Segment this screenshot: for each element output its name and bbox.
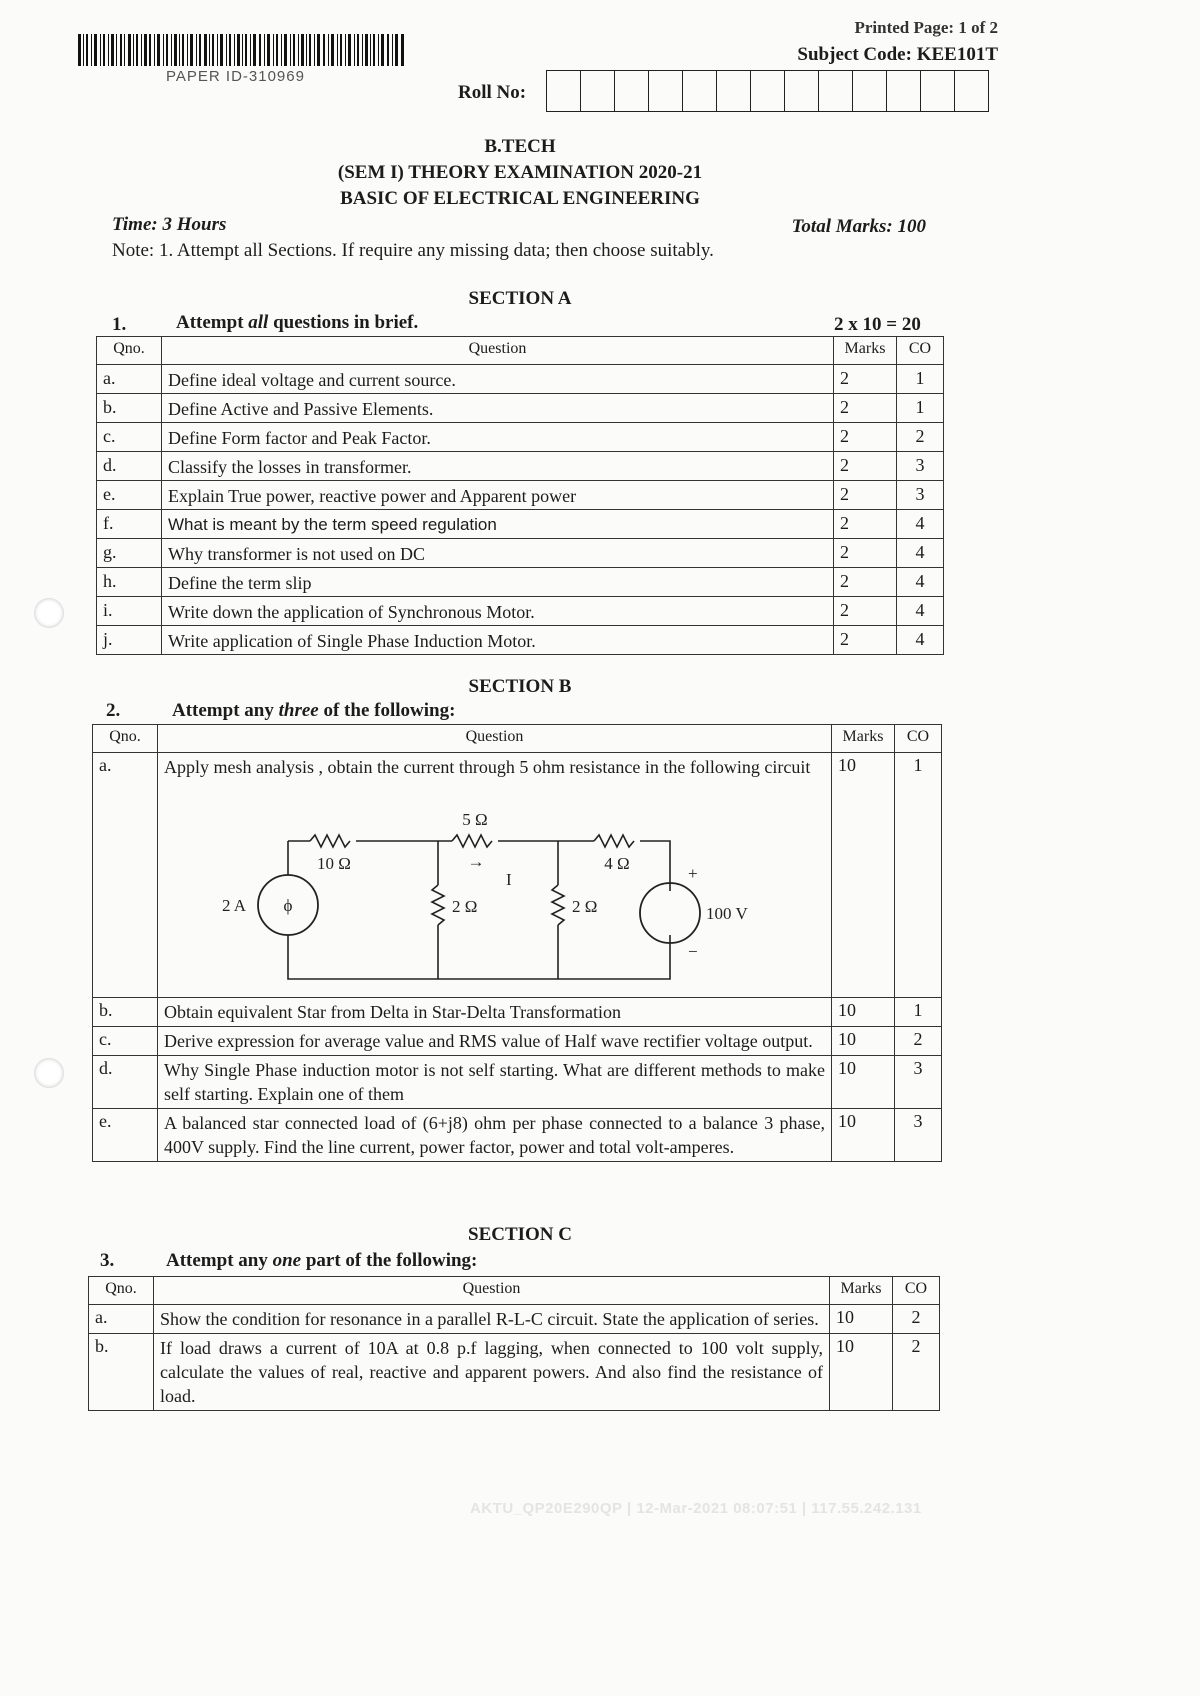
marks: 10 bbox=[832, 1056, 895, 1109]
exam-note: Note: 1. Attempt all Sections. If require any missing data; then choose suitably. bbox=[112, 240, 714, 261]
col-marks: Marks bbox=[834, 337, 897, 365]
co: 4 bbox=[897, 626, 944, 655]
co: 1 bbox=[897, 394, 944, 423]
footer-watermark: AKTU_QP20E290QP | 12-Mar-2021 08:07:51 | 117.55.242.131 bbox=[470, 1500, 922, 1517]
barcode bbox=[78, 34, 404, 66]
question-row bbox=[89, 1334, 940, 1411]
co: 4 bbox=[897, 568, 944, 597]
roll-no-box[interactable] bbox=[853, 71, 887, 111]
question-row bbox=[93, 1056, 942, 1109]
marks: 2 bbox=[834, 539, 897, 568]
roll-no-box[interactable] bbox=[887, 71, 921, 111]
question-text: A balanced star connected load of (6+j8) ohm per phase connected to a balance 3 phase, 400V supply. Find the line current, power factor, power and total volt-amperes. bbox=[158, 1109, 832, 1162]
question-text: Write down the application of Synchronous Motor. bbox=[162, 597, 834, 626]
roll-no-box[interactable] bbox=[751, 71, 785, 111]
qno: f. bbox=[97, 510, 162, 539]
roll-no-box[interactable] bbox=[581, 71, 615, 111]
qno: b. bbox=[93, 998, 158, 1027]
question-text: Show the condition for resonance in a parallel R-L-C circuit. State the application of series. bbox=[154, 1305, 830, 1334]
section-c-number: 3. bbox=[100, 1250, 115, 1271]
marks: 10 bbox=[832, 1027, 895, 1056]
qno: c. bbox=[97, 423, 162, 452]
current-label: I bbox=[506, 870, 512, 889]
qno: e. bbox=[93, 1109, 158, 1162]
question-text-with-circuit bbox=[158, 753, 832, 998]
col-marks: Marks bbox=[830, 1277, 893, 1305]
roll-no-label: Roll No: bbox=[458, 82, 527, 103]
co: 3 bbox=[895, 1056, 942, 1109]
question-row bbox=[89, 1305, 940, 1334]
question-text: Obtain equivalent Star from Delta in Star-Delta Transformation bbox=[158, 998, 832, 1027]
current-source-label: 2 A bbox=[221, 896, 247, 915]
marks: 10 bbox=[830, 1305, 893, 1334]
qno: a. bbox=[89, 1305, 154, 1334]
current-arrow: → bbox=[467, 852, 485, 871]
question-row bbox=[93, 1109, 942, 1162]
col-question: Question bbox=[154, 1277, 830, 1305]
question-row-2a bbox=[93, 753, 942, 998]
table-header bbox=[93, 725, 942, 753]
section-a-number: 1. bbox=[112, 314, 127, 335]
co: 1 bbox=[895, 998, 942, 1027]
co: 1 bbox=[897, 365, 944, 394]
col-co: CO bbox=[895, 725, 942, 753]
question-row bbox=[93, 1027, 942, 1056]
col-question: Question bbox=[158, 725, 832, 753]
punch-hole bbox=[34, 1058, 64, 1088]
co: 1 bbox=[895, 753, 942, 998]
section-b-heading: SECTION B bbox=[468, 676, 572, 697]
col-question: Question bbox=[162, 337, 834, 365]
question-text: Define Form factor and Peak Factor. bbox=[162, 423, 834, 452]
marks: 10 bbox=[832, 753, 895, 998]
voltage-source-label: 100 V bbox=[706, 904, 748, 923]
degree-title: B.TECH bbox=[484, 136, 556, 157]
qno: b. bbox=[89, 1334, 154, 1411]
question-row bbox=[97, 626, 944, 655]
exam-title: (SEM I) THEORY EXAMINATION 2020-21 bbox=[337, 162, 703, 183]
r1-label: 10 Ω bbox=[317, 854, 351, 873]
question-row bbox=[97, 394, 944, 423]
col-qno: Qno. bbox=[97, 337, 162, 365]
minus-sign: − bbox=[688, 942, 698, 961]
qno: h. bbox=[97, 568, 162, 597]
roll-no-box[interactable] bbox=[649, 71, 683, 111]
table-header bbox=[89, 1277, 940, 1305]
roll-no-box[interactable] bbox=[683, 71, 717, 111]
qno: g. bbox=[97, 539, 162, 568]
total-marks: Total Marks: 100 bbox=[791, 216, 926, 237]
co: 4 bbox=[897, 510, 944, 539]
qno: d. bbox=[93, 1056, 158, 1109]
qno: i. bbox=[97, 597, 162, 626]
section-a-marks-total: 2 x 10 = 20 bbox=[834, 314, 921, 335]
col-co: CO bbox=[893, 1277, 940, 1305]
plus-sign: + bbox=[688, 864, 698, 883]
co: 3 bbox=[897, 452, 944, 481]
question-text: Define Active and Passive Elements. bbox=[162, 394, 834, 423]
time-allowed: Time: 3 Hours bbox=[112, 214, 227, 235]
printed-page: Printed Page: 1 of 2 bbox=[854, 18, 998, 37]
section-b-number: 2. bbox=[106, 700, 121, 721]
qno: d. bbox=[97, 452, 162, 481]
section-c-heading: SECTION C bbox=[468, 1224, 572, 1245]
subject-title: BASIC OF ELECTRICAL ENGINEERING bbox=[340, 188, 700, 209]
co: 2 bbox=[897, 423, 944, 452]
question-row bbox=[97, 510, 944, 539]
question-text: Define ideal voltage and current source. bbox=[162, 365, 834, 394]
table-header bbox=[97, 337, 944, 365]
col-co: CO bbox=[897, 337, 944, 365]
question-row bbox=[97, 539, 944, 568]
roll-no-box[interactable] bbox=[819, 71, 853, 111]
question-row bbox=[97, 568, 944, 597]
marks: 2 bbox=[834, 626, 897, 655]
roll-no-box[interactable] bbox=[921, 71, 955, 111]
question-text: Why transformer is not used on DC bbox=[162, 539, 834, 568]
co: 2 bbox=[893, 1334, 940, 1411]
qno: a. bbox=[97, 365, 162, 394]
col-qno: Qno. bbox=[93, 725, 158, 753]
subject-code: Subject Code: KEE101T bbox=[797, 44, 998, 65]
section-c-table bbox=[88, 1276, 940, 1411]
roll-no-box[interactable] bbox=[547, 71, 581, 111]
question-text: If load draws a current of 10A at 0.8 p.f lagging, when connected to 100 volt supply, calculate the values of real, reactive and apparent powers. And also find the resistance of load. bbox=[154, 1334, 830, 1411]
question-row bbox=[97, 597, 944, 626]
marks: 2 bbox=[834, 423, 897, 452]
circuit-diagram bbox=[198, 805, 748, 995]
marks: 2 bbox=[834, 568, 897, 597]
co: 4 bbox=[897, 539, 944, 568]
question-row bbox=[97, 481, 944, 510]
question-text: Classify the losses in transformer. bbox=[162, 452, 834, 481]
roll-no-box[interactable] bbox=[955, 71, 988, 111]
marks: 2 bbox=[834, 597, 897, 626]
marks: 2 bbox=[834, 365, 897, 394]
co: 4 bbox=[897, 597, 944, 626]
marks: 2 bbox=[834, 481, 897, 510]
co: 2 bbox=[895, 1027, 942, 1056]
question-text: Derive expression for average value and RMS value of Half wave rectifier voltage output. bbox=[158, 1027, 832, 1056]
question-row bbox=[97, 365, 944, 394]
voltage-source-symbol bbox=[640, 883, 700, 943]
r3-label: 4 Ω bbox=[604, 854, 630, 873]
qno: b. bbox=[97, 394, 162, 423]
question-row bbox=[93, 998, 942, 1027]
co: 3 bbox=[897, 481, 944, 510]
section-a-instruction: Attempt all questions in brief. bbox=[176, 312, 419, 333]
col-marks: Marks bbox=[832, 725, 895, 753]
qno: a. bbox=[93, 753, 158, 998]
marks: 10 bbox=[832, 1109, 895, 1162]
col-qno: Qno. bbox=[89, 1277, 154, 1305]
section-c-instruction: Attempt any one part of the following: bbox=[166, 1250, 478, 1271]
section-b-table bbox=[92, 724, 942, 1162]
r4-label: 2 Ω bbox=[452, 897, 478, 916]
co: 3 bbox=[895, 1109, 942, 1162]
punch-hole bbox=[34, 598, 64, 628]
marks: 2 bbox=[834, 452, 897, 481]
question-text: What is meant by the term speed regulation bbox=[162, 510, 834, 539]
section-a-table bbox=[96, 336, 944, 655]
marks: 2 bbox=[834, 394, 897, 423]
marks: 10 bbox=[830, 1334, 893, 1411]
roll-no-boxes[interactable] bbox=[546, 70, 989, 112]
marks: 10 bbox=[832, 998, 895, 1027]
question-row bbox=[97, 452, 944, 481]
qno: c. bbox=[93, 1027, 158, 1056]
paper-id: PAPER ID-310969 bbox=[166, 68, 305, 85]
r2-label: 5 Ω bbox=[462, 810, 488, 829]
phi-symbol: ϕ bbox=[283, 896, 293, 915]
roll-no-box[interactable] bbox=[615, 71, 649, 111]
qno: j. bbox=[97, 626, 162, 655]
question-text: Define the term slip bbox=[162, 568, 834, 597]
question-text: Write application of Single Phase Induction Motor. bbox=[162, 626, 834, 655]
question-text: Why Single Phase induction motor is not self starting. What are different methods to make self starting. Explain one of them bbox=[158, 1056, 832, 1109]
r5-label: 2 Ω bbox=[572, 897, 598, 916]
co: 2 bbox=[893, 1305, 940, 1334]
roll-no-box[interactable] bbox=[785, 71, 819, 111]
marks: 2 bbox=[834, 510, 897, 539]
qno: e. bbox=[97, 481, 162, 510]
section-a-heading: SECTION A bbox=[468, 288, 572, 309]
section-b-instruction: Attempt any three of the following: bbox=[172, 700, 456, 721]
question-row bbox=[97, 423, 944, 452]
roll-no-box[interactable] bbox=[717, 71, 751, 111]
question-text: Apply mesh analysis , obtain the current through 5 ohm resistance in the following circuit bbox=[164, 757, 811, 777]
question-text: Explain True power, reactive power and Apparent power bbox=[162, 481, 834, 510]
